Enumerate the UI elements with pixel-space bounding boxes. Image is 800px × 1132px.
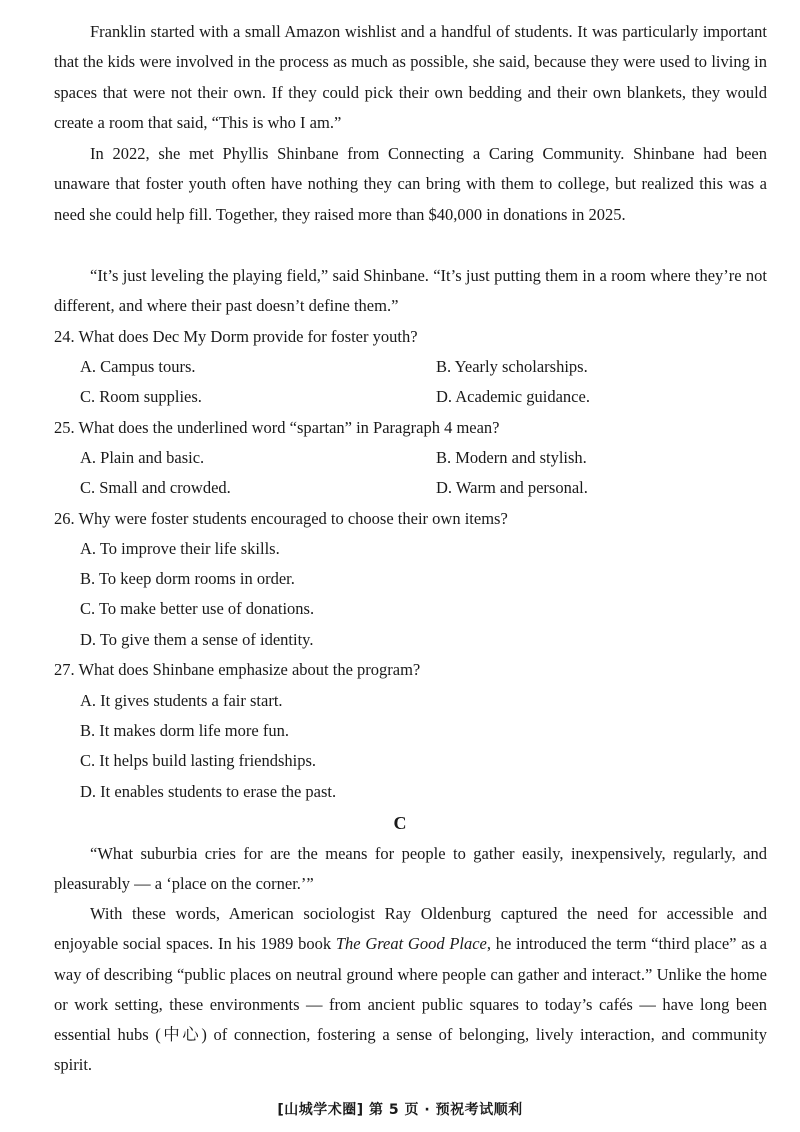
question-26-option-d: D. To give them a sense of identity.	[80, 630, 314, 649]
question-25-option-a: A. Plain and basic.	[80, 448, 205, 467]
question-25-option-b: B. Modern and stylish.	[436, 448, 587, 467]
question-26-option-b: B. To keep dorm rooms in order.	[80, 569, 295, 588]
question-26-stem: 26. Why were foster students encouraged to choose their own items?	[54, 509, 508, 528]
passage-c-paragraph-2	[54, 899, 767, 1081]
question-25-option-d: D. Warm and personal.	[436, 478, 588, 497]
question-24-option-c: C. Room supplies.	[80, 387, 202, 406]
question-24-option-b: B. Yearly scholarships.	[436, 357, 588, 376]
page-footer: [山城学术圈] 第 5 页 · 预祝考试顺利	[277, 1102, 523, 1118]
question-25-stem: 25. What does the underlined word “spartan” in Paragraph 4 mean?	[54, 418, 500, 437]
passage-b-paragraph-2: In 2022, she met Phyllis Shinbane from Connecting a Caring Community. Shinbane had been unaware that foster youth often have nothing they can bring with them to college, but realized this was a need she could help fill. Together, they raised more than $40,000 in donations in 2025.	[54, 144, 767, 224]
question-24-option-d: D. Academic guidance.	[436, 387, 590, 406]
book-title: The Great Good Place	[335, 934, 487, 954]
section-c-heading: C	[393, 813, 407, 833]
passage-b-paragraph-3: “It’s just leveling the playing field,” said Shinbane. “It’s just putting them in a room where they’re not different, and where their past doesn’t define them.”	[54, 266, 767, 316]
question-27-option-b: B. It makes dorm life more fun.	[80, 721, 289, 740]
question-27-option-a: A. It gives students a fair start.	[80, 691, 283, 710]
passage-c-paragraph-2-end: , he introduced the term “third place” as a way of describing “public places on neutral ground where people can gather and interact.” Unlike the home or work setting, these environments — from ancient public squares to today’s cafés — have long been essential hubs (中心) of connection, fostering a sense of belonging, lively interaction, and community spirit.	[54, 934, 767, 1075]
question-27-option-c: C. It helps build lasting friendships.	[80, 751, 317, 770]
question-24-option-a: A. Campus tours.	[80, 357, 196, 376]
question-26-option-a: A. To improve their life skills.	[80, 539, 280, 558]
question-24-stem: 24. What does Dec My Dorm provide for foster youth?	[54, 327, 418, 346]
passage-b-paragraph-1: Franklin started with a small Amazon wishlist and a handful of students. It was particularly important that the kids were involved in the process as much as possible, she said, because they were used to living in spaces that were not their own. If they could pick their own bedding and their own blankets, they would create a room that said, “This is who I am.”	[54, 22, 767, 132]
passage-c-paragraph-1: “What suburbia cries for are the means for people to gather easily, inexpensively, regularly, and pleasurably — a ‘place on the corner.’”	[54, 844, 767, 894]
question-26-option-c: C. To make better use of donations.	[80, 599, 315, 618]
question-27-option-d: D. It enables students to erase the past.	[80, 782, 337, 801]
question-27-stem: 27. What does Shinbane emphasize about the program?	[54, 660, 421, 679]
passage-c-paragraph-2-start: With these words, American sociologist Ray Oldenburg captured the need for accessible and enjoyable social spaces. In his 1989 book	[54, 904, 767, 954]
question-25-option-c: C. Small and crowded.	[80, 478, 231, 497]
